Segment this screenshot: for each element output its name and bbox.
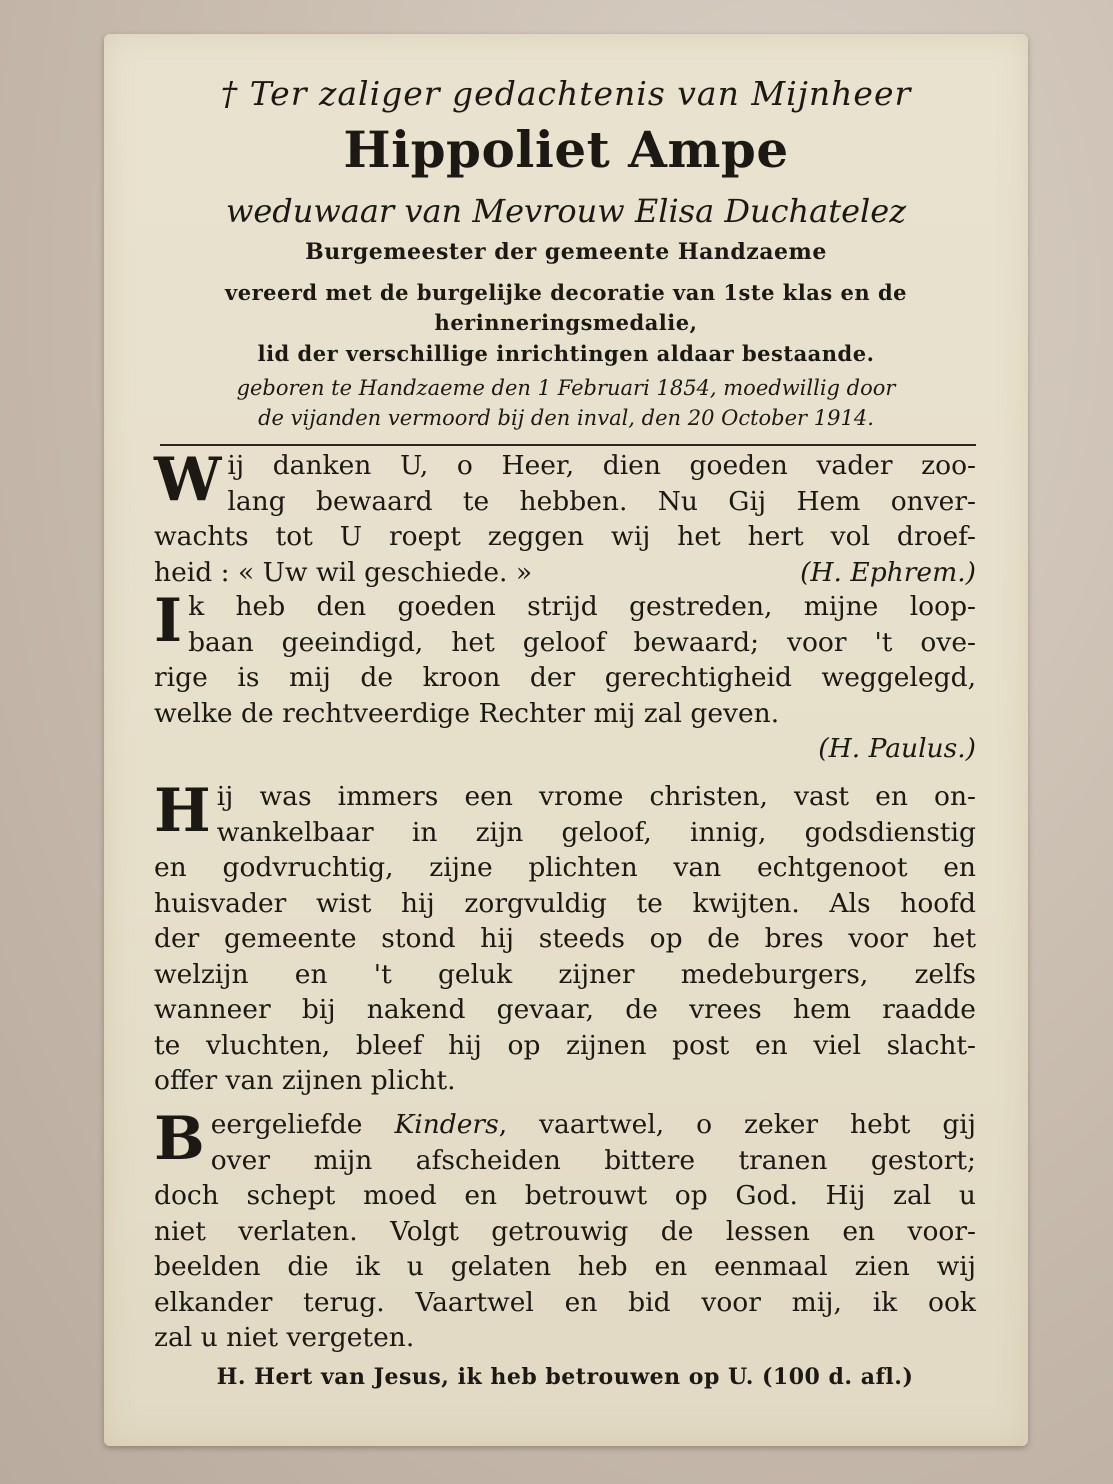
text-line: doch schept moed en betrouwt op God. Hij zal u xyxy=(154,1180,976,1211)
text-line xyxy=(154,555,976,591)
death-line: de vijanden vermoord bij den inval, den 20 October 1914. xyxy=(258,406,874,430)
text-line: ij danken U, o Heer, dien goeden vader zoo- xyxy=(227,450,976,481)
memorial-card xyxy=(104,34,1028,1446)
text-line: rige is mij de kroon der gerechtigheid weggelegd, xyxy=(154,662,976,693)
farewell-paragraph xyxy=(154,1104,976,1356)
text-line: wachts tot U roept zeggen wij het hert vol droef- xyxy=(154,521,976,552)
text-line: wankelbaar in zijn geloof, innig, godsdienstig xyxy=(216,816,976,848)
text-line: te vluchten, bleef hij op zijnen post en viel slacht- xyxy=(154,1029,976,1061)
text-segment: eergeliefde xyxy=(210,1109,395,1140)
citation: (H. Ephrem.) xyxy=(800,556,976,588)
drop-cap: H xyxy=(154,776,211,846)
decoration-line: vereerd met de burgelijke decoratie van 1ste klas en de xyxy=(225,280,907,305)
text-line: over mijn afscheiden bittere tranen gestort; xyxy=(210,1144,976,1176)
text-line: offer van zijnen plicht. xyxy=(154,1065,456,1096)
text-line: en godvruchtig, zijne plichten van echtgenoot en xyxy=(154,852,976,883)
drop-cap: B xyxy=(154,1104,205,1174)
drop-cap: I xyxy=(154,586,183,656)
indulgence-prayer: H. Hert van Jesus, ik heb betrouwen op U. (100 d. afl.) xyxy=(216,1364,914,1390)
office-line: Burgemeester der gemeente Handzaeme xyxy=(305,239,827,265)
prayer-paragraph-2 xyxy=(154,586,976,767)
text-line: elkander terug. Vaartwel en bid voor mij, ik ook xyxy=(154,1286,976,1318)
citation: (H. Paulus.) xyxy=(818,733,976,764)
prayer-paragraph-1 xyxy=(154,445,976,590)
widower-line: weduwaar van Mevrouw Elisa Duchatelez xyxy=(225,192,907,230)
emphasis-kinders: Kinders xyxy=(394,1109,499,1140)
text-line xyxy=(154,1107,976,1143)
text-line-content: heid : « Uw wil geschiede. » xyxy=(154,556,533,588)
text-line: lang bewaard te hebben. Nu Gij Hem onver- xyxy=(227,485,976,517)
text-line: niet verlaten. Volgt getrouwig de lessen en voor- xyxy=(154,1215,976,1247)
text-line: huisvader wist hij zorgvuldig te kwijten. Als hoofd xyxy=(154,887,976,919)
text-line: der gemeente stond hij steeds op de bres voor het xyxy=(154,923,976,954)
eulogy-paragraph xyxy=(154,776,976,1099)
text-segment: , vaartwel, o zeker hebt gij xyxy=(498,1109,976,1140)
text-line: zal u niet vergeten. xyxy=(154,1322,415,1353)
medal-line: herinneringsmedalie, xyxy=(434,310,698,335)
divider xyxy=(160,444,976,446)
text-line: k heb den goeden strijd gestreden, mijne loop- xyxy=(188,591,976,622)
text-line: ij was immers een vrome christen, vast en on- xyxy=(216,781,976,812)
text-line: welke de rechtveerdige Rechter mij zal geven. xyxy=(154,697,780,729)
text-line: welzijn en 't geluk zijner medeburgers, zelfs xyxy=(154,958,976,990)
birth-line: geboren te Handzaeme den 1 Februari 1854, moedwillig door xyxy=(236,376,896,400)
text-line: wanneer bij nakend gevaar, de vrees hem raadde xyxy=(154,994,976,1025)
dedication-line: † Ter zaliger gedachtenis van Mijnheer xyxy=(220,74,912,113)
drop-cap: W xyxy=(154,445,222,515)
text-line: baan geeindigd, het geloof bewaard; voor 't ove- xyxy=(188,626,976,658)
deceased-name: Hippoliet Ampe xyxy=(343,120,789,179)
member-line: lid der verschillige inrichtingen aldaar bestaande. xyxy=(257,341,875,366)
text-line: beelden die ik u gelaten heb en eenmaal zien wij xyxy=(154,1251,976,1282)
